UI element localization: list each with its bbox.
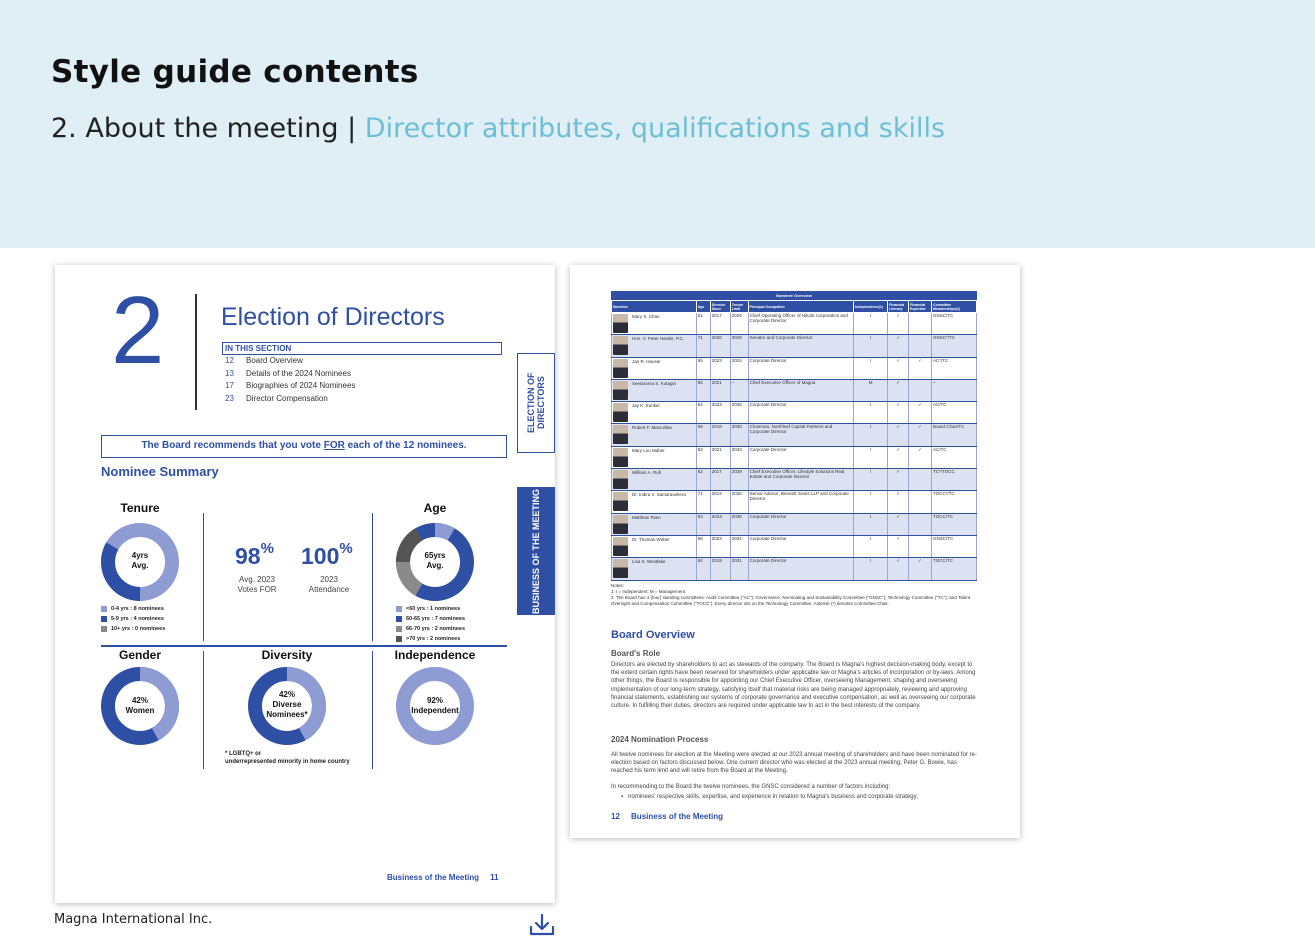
nominee-photo	[613, 314, 628, 333]
table-cell: 2014	[710, 491, 730, 513]
tenure-title: Tenure	[120, 501, 160, 515]
votes-for-label: Avg. 2023 Votes FOR	[237, 575, 277, 594]
boards-role-heading: Board's Role	[611, 649, 661, 658]
download-icon[interactable]	[528, 912, 556, 938]
table-row	[612, 446, 977, 468]
table-cell: Senior Advisor, Bennett Jones LLP and Corporate Director	[748, 491, 853, 513]
nominee-cell: Robert F. MacLellan	[612, 424, 697, 446]
table-cell: GNSC*/TC	[932, 335, 977, 357]
table-cell: I	[854, 469, 888, 491]
table-cell: ✓	[888, 513, 909, 535]
table-cell: ✓	[909, 402, 932, 424]
table-cell: ✓	[909, 424, 932, 446]
nomination-process-heading: 2024 Nomination Process	[611, 735, 709, 744]
table-cell: I	[854, 357, 888, 379]
table-cell: ✓	[888, 424, 909, 446]
nominee-cell: Seetarama S. Kotagiri	[612, 379, 697, 401]
table-cell: GNSC/TC	[932, 535, 977, 557]
nominee-photo	[613, 403, 628, 422]
diversity-center-label: 42% Diverse Nominees*	[266, 690, 308, 719]
table-cell	[909, 535, 932, 557]
table-cell: ✓	[888, 357, 909, 379]
table-cell: Corporate Director	[748, 513, 853, 535]
table-cell: 2023	[710, 535, 730, 557]
gender-title: Gender	[118, 648, 161, 662]
table-row	[612, 357, 977, 379]
table-cell: 2035	[730, 402, 748, 424]
table-cell: Board Chair/TC	[932, 424, 977, 446]
table-cell: I	[854, 446, 888, 468]
table-cell: 63	[696, 513, 710, 535]
table-cell: 55	[696, 379, 710, 401]
table-cell: AC/TC	[932, 446, 977, 468]
table-cell: 2029	[730, 313, 748, 335]
age-center-label: 65yrs Avg.	[424, 551, 446, 570]
table-cell: 2023	[710, 357, 730, 379]
nominee-photo	[613, 381, 628, 400]
table-cell	[909, 513, 932, 535]
table-cell: 62	[696, 558, 710, 580]
age-legend: <60 yrs : 1 nominees 60-65 yrs : 7 nominees 66-70 yrs : 2 nominees >70 yrs : 2 nominees	[396, 604, 465, 644]
table-cell: ✓	[909, 357, 932, 379]
nominee-cell: Jan R. Hauser	[612, 357, 697, 379]
table-cell: TOCC/TC	[932, 513, 977, 535]
table-cell: AC/TC	[932, 402, 977, 424]
table-cell: 2029	[730, 335, 748, 357]
nominee-cell: Dr. Indira V. Samarasekera	[612, 491, 697, 513]
table-cell: 2034	[730, 535, 748, 557]
table-cell: 2017	[710, 313, 730, 335]
divider	[372, 651, 373, 769]
table-cell: I	[854, 402, 888, 424]
table-cell: 2035	[730, 513, 748, 535]
in-this-section-label: IN THIS SECTION	[222, 342, 502, 355]
table-cell: 2019	[710, 558, 730, 580]
table-cell: –	[932, 379, 977, 401]
table-cell: ✓	[888, 335, 909, 357]
nominee-cell: Lisa S. Westlake	[612, 558, 697, 580]
table-cell: AC*/TC	[932, 357, 977, 379]
table-row	[612, 313, 977, 335]
nominee-photo	[613, 425, 628, 444]
table-cell: –	[730, 379, 748, 401]
table-cell: ✓	[888, 313, 909, 335]
nomination-paragraph: All twelve nominees for election at the Meeting were elected at our 2023 annual meeting of shareholders and have been nominated for re-election based on factors discussed below. One current director who was elected at the 2023 annual meeting, Peter G. Bowie, has reached his term limit and will retire from the Board at the Meeting.	[611, 752, 977, 775]
bullet-item: ▪ nominees' respective skills, expertise, and experience in relation to Magna's business and corporate strategy;	[621, 794, 919, 800]
table-notes: Notes: 1. I = Independent; M = Management 2. The Board has 4 (four) standing committees: Audit Committee ("AC"); Governance, Nominating and Sustainability Committee ("GNSC"); Technology Committee ("TC"); and Talent Oversight and Compensation Committee ("TOCC"). Every director sits on the Technology Committee. Asterisk (*) denotes Committee Chair.	[611, 583, 970, 606]
nominee-cell: Dr. Thomas Weber	[612, 535, 697, 557]
page-footer: Business of the Meeting 11	[387, 873, 499, 882]
table-cell: Chief Operating Officer of Nikola Corporation and Corporate Director	[748, 313, 853, 335]
table-cell: I	[854, 558, 888, 580]
table-cell	[909, 379, 932, 401]
table-cell	[909, 313, 932, 335]
document-page-election-of-directors[interactable]	[55, 265, 555, 903]
table-cell: 2018	[710, 424, 730, 446]
table-cell: 2033	[730, 446, 748, 468]
nominee-cell: Hon. V. Peter Harder, P.C.	[612, 335, 697, 357]
table-cell: TOCC*/TC	[932, 491, 977, 513]
table-cell: 2029	[730, 469, 748, 491]
table-cell: ✓	[888, 469, 909, 491]
table-cell: 69	[696, 424, 710, 446]
table-row	[612, 335, 977, 357]
table-cell: 69	[696, 535, 710, 557]
table-cell: I	[854, 313, 888, 335]
table-cell: Corporate Director	[748, 446, 853, 468]
divider	[203, 513, 204, 641]
table-cell: 2021	[710, 446, 730, 468]
table-cell: Corporate Director	[748, 357, 853, 379]
table-row	[612, 424, 977, 446]
nominee-table-title: Nominee Overview	[611, 291, 977, 300]
toc-item[interactable]: 23 Director Compensation	[225, 393, 328, 403]
gender-center-label: 42% Women	[125, 696, 155, 715]
table-cell: I	[854, 424, 888, 446]
diversity-title: Diversity	[261, 648, 313, 662]
table-cell: ✓	[888, 446, 909, 468]
nominee-cell: Matthew Tsien	[612, 513, 697, 535]
age-title: Age	[423, 501, 447, 515]
divider	[203, 651, 204, 769]
table-cell: Chairman, Northleaf Capital Partners and Corporate Director	[748, 424, 853, 446]
boards-role-paragraph: Directors are elected by shareholders to act as stewards of the company. The Board is Magna's highest decision-making body, except to the extent certain rights have been reserved for shareholders under applicable law or Magna's articles of incorporation or by-laws. Among other things, the Board is responsible for appointing our Chief Executive Officer, overseeing Management, shaping and overseeing implementation of our long-term strategy, satisfying itself that material risks are being managed appropriately, reviewing and approving financial statements, establishing our systems of corporate governance and executive compensation, as well as overseeing our corporate culture. In fulfilling their duties, directors are required under applicable law to act in the best interests of the company.	[611, 662, 976, 710]
table-cell	[909, 491, 932, 513]
attendance-value: 100%	[301, 540, 353, 569]
table-cell: I	[854, 513, 888, 535]
table-cell: 2026	[730, 491, 748, 513]
table-cell: 62	[696, 469, 710, 491]
table-cell: Corporate Director	[748, 535, 853, 557]
independence-title: Independence	[394, 648, 476, 662]
section-number: 2	[111, 277, 165, 384]
table-cell: ✓	[909, 558, 932, 580]
section-title: Election of Directors	[221, 303, 445, 331]
table-cell: 2024	[730, 357, 748, 379]
table-cell	[909, 335, 932, 357]
table-cell: 71	[696, 335, 710, 357]
table-row	[612, 491, 977, 513]
table-row	[612, 402, 977, 424]
table-header-row: Nominee Age Director Since Tenure Limit Principal Occupation Independence(1) Financial Literacy Financial Expertise Committee Memberships(2)	[612, 301, 977, 313]
table-cell: I	[854, 491, 888, 513]
header-banner	[0, 0, 1315, 248]
table-cell: 2021	[710, 379, 730, 401]
table-cell: 2031	[730, 558, 748, 580]
table-row	[612, 558, 977, 580]
nominee-table	[611, 300, 977, 581]
votes-for-value: 98%	[235, 540, 274, 569]
nominee-photo	[613, 359, 628, 378]
subtitle-prefix: 2. About the meeting |	[51, 113, 365, 144]
nominee-cell: William A. Ruh	[612, 469, 697, 491]
table-row	[612, 469, 977, 491]
table-cell: 2020	[710, 335, 730, 357]
table-cell: TOCC/TC	[932, 558, 977, 580]
toc-item[interactable]: 13 Details of the 2024 Nominees	[225, 368, 351, 378]
diversity-footnote: * LGBTQ+ or underrepresented minority in home country	[225, 751, 350, 765]
divider	[101, 645, 507, 647]
table-cell: 64	[696, 402, 710, 424]
table-cell: ✓	[909, 446, 932, 468]
recommendation-box: The Board recommends that you vote FOR each of the 12 nominees.	[101, 435, 507, 458]
table-cell: 71	[696, 491, 710, 513]
tab-business-of-the-meeting[interactable]: BUSINESS OF THE MEETING	[517, 487, 555, 615]
table-cell: TC*/TOCC	[932, 469, 977, 491]
table-cell: Senator and Corporate Director	[748, 335, 853, 357]
table-cell: 65	[696, 357, 710, 379]
nominee-photo	[613, 537, 628, 556]
table-cell: ✓	[888, 402, 909, 424]
table-cell: ✓	[888, 379, 909, 401]
table-cell: 2030	[730, 424, 748, 446]
company-name: Magna International Inc.	[54, 912, 213, 927]
nominee-cell: Jay K. Kunkel	[612, 402, 697, 424]
table-cell: 2023	[710, 513, 730, 535]
table-cell: Corporate Director	[748, 402, 853, 424]
divider	[195, 294, 197, 410]
table-cell: ✓	[888, 491, 909, 513]
table-cell: 2023	[710, 402, 730, 424]
table-cell: I	[854, 335, 888, 357]
tenure-center-label: 4yrs Avg.	[131, 551, 149, 570]
table-cell	[909, 469, 932, 491]
toc-item[interactable]: 12 Board Overview	[225, 356, 303, 365]
table-cell: I	[854, 535, 888, 557]
table-cell: Chief Executive Officer, Lifestyle Solutions Real Estate and Corporate Director	[748, 469, 853, 491]
table-cell: Chief Executive Officer of Magna	[748, 379, 853, 401]
nominee-photo	[613, 336, 628, 355]
table-cell: GNSC/TC	[932, 313, 977, 335]
table-cell: M	[854, 379, 888, 401]
section-subtitle	[51, 113, 945, 144]
table-row	[612, 513, 977, 535]
nominee-photo	[613, 470, 628, 489]
tenure-legend: 0-4 yrs : 8 nominees 5-9 yrs : 4 nominees 10+ yrs : 0 nominees	[101, 604, 165, 634]
table-cell: 2017	[710, 469, 730, 491]
nominee-cell: Mary S. Chan	[612, 313, 697, 335]
nominee-photo	[613, 559, 628, 578]
subtitle-highlight-link[interactable]: Director attributes, qualifications and skills	[364, 113, 946, 144]
table-cell: ✓	[888, 535, 909, 557]
independence-center-label: 92% Independent	[411, 696, 459, 715]
attendance-label: 2023 Attendance	[308, 575, 350, 594]
table-row	[612, 535, 977, 557]
factors-paragraph: In recommending to the Board the twelve nominees, the GNSC considered a number of factors including:	[611, 784, 891, 790]
document-page-board-overview[interactable]	[570, 265, 1020, 838]
table-cell: ✓	[888, 558, 909, 580]
page-title: Style guide contents	[51, 54, 419, 90]
nominee-photo	[613, 515, 628, 534]
nominee-photo	[613, 448, 628, 467]
tab-election-of-directors[interactable]: ELECTION OF DIRECTORS	[517, 353, 555, 453]
table-cell: Corporate Director	[748, 558, 853, 580]
nominee-cell: Mary Lou Maher	[612, 446, 697, 468]
toc-item[interactable]: 17 Biographies of 2024 Nominees	[225, 381, 356, 390]
table-cell: 63	[696, 446, 710, 468]
nominee-photo	[613, 492, 628, 511]
divider	[372, 513, 373, 641]
table-row	[612, 379, 977, 401]
board-overview-heading: Board Overview	[611, 629, 695, 641]
table-cell: 61	[696, 313, 710, 335]
page-footer: 12 Business of the Meeting	[611, 812, 724, 821]
nominee-summary-heading: Nominee Summary	[101, 464, 219, 479]
